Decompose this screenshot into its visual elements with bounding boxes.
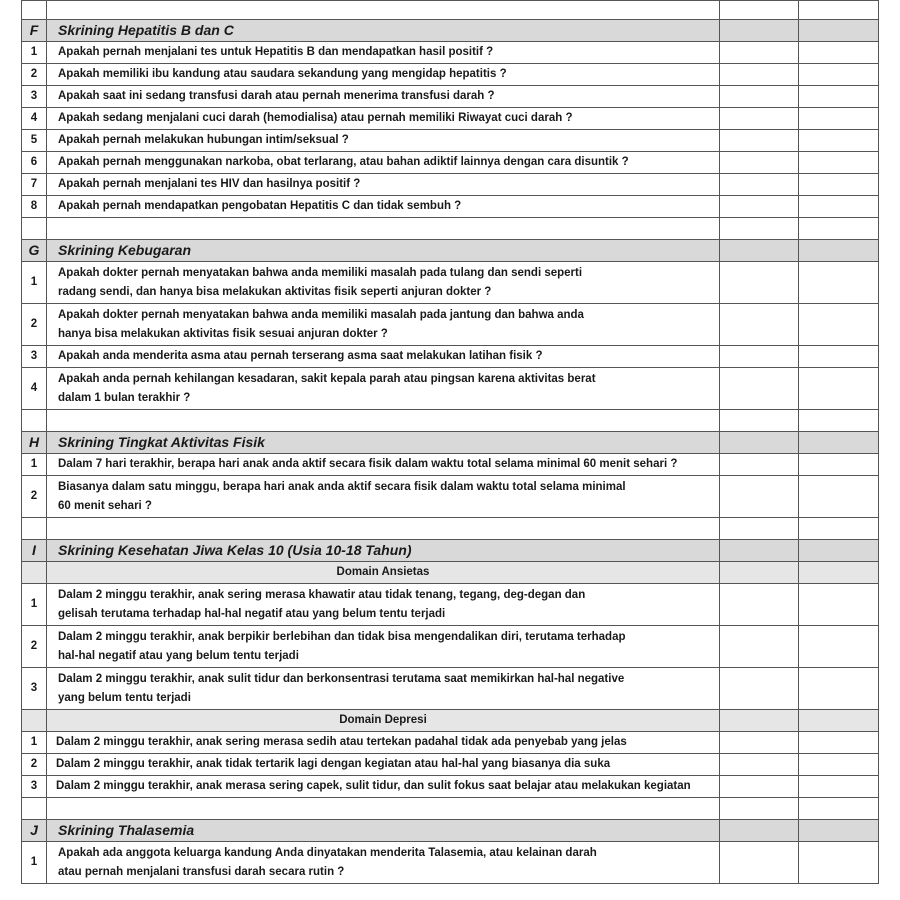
question-text: Dalam 2 minggu terakhir, anak tidak tertarik lagi dengan kegiatan atau hal-hal yang biasanya dia suka <box>47 754 720 776</box>
question-line: Dalam 2 minggu terakhir, anak sering merasa khawatir atau tidak tenang, tegang, deg-degan dan <box>58 588 586 601</box>
question-row <box>22 86 879 108</box>
section-header-f <box>22 20 879 42</box>
section-letter: J <box>22 820 47 842</box>
question-number: 3 <box>22 668 47 710</box>
answer-cell[interactable] <box>799 368 879 410</box>
question-number: 3 <box>22 86 47 108</box>
question-row <box>22 130 879 152</box>
section-title: Skrining Kebugaran <box>47 240 720 262</box>
answer-cell[interactable] <box>720 262 799 304</box>
question-line: Apakah ada anggota keluarga kandung Anda dinyatakan menderita Talasemia, atau kelainan darah <box>58 846 597 859</box>
question-row <box>22 108 879 130</box>
answer-cell[interactable] <box>720 346 799 368</box>
question-row <box>22 454 879 476</box>
question-line: hal-hal negatif atau yang belum tentu terjadi <box>58 649 299 662</box>
answer-cell[interactable] <box>799 42 879 64</box>
question-text: Apakah pernah mendapatkan pengobatan Hepatitis C dan tidak sembuh ? <box>47 196 720 218</box>
question-number: 8 <box>22 196 47 218</box>
domain-header-depression <box>22 710 879 732</box>
answer-cell[interactable] <box>720 108 799 130</box>
question-text: Dalam 2 minggu terakhir, anak sering merasa sedih atau tertekan padahal tidak ada penyebab yang jelas <box>47 732 720 754</box>
top-blank-row <box>22 1 879 20</box>
spacer-row <box>22 518 879 540</box>
answer-cell[interactable] <box>720 454 799 476</box>
question-line: 60 menit sehari ? <box>58 499 152 512</box>
question-row <box>22 368 879 410</box>
answer-cell[interactable] <box>720 476 799 518</box>
domain-title: Domain Ansietas <box>47 562 720 584</box>
answer-cell[interactable] <box>720 626 799 668</box>
domain-header-anxiety <box>22 562 879 584</box>
section-title: Skrining Hepatitis B dan C <box>47 20 720 42</box>
screening-form <box>21 0 878 884</box>
question-row <box>22 64 879 86</box>
question-line: Biasanya dalam satu minggu, berapa hari anak anda aktif secara fisik dalam waktu total selama minimal <box>58 480 626 493</box>
section-letter: H <box>22 432 47 454</box>
answer-cell[interactable] <box>799 626 879 668</box>
question-number: 2 <box>22 64 47 86</box>
answer-cell[interactable] <box>799 174 879 196</box>
answer-cell[interactable] <box>720 1 799 20</box>
answer-cell[interactable] <box>799 754 879 776</box>
question-line: gelisah terutama terhadap hal-hal negatif atau yang belum tentu terjadi <box>58 607 446 620</box>
question-row <box>22 304 879 346</box>
answer-cell[interactable] <box>799 196 879 218</box>
section-header-j <box>22 820 879 842</box>
question-row <box>22 346 879 368</box>
question-row <box>22 196 879 218</box>
answer-cell[interactable] <box>720 196 799 218</box>
answer-cell[interactable] <box>799 130 879 152</box>
answer-cell[interactable] <box>799 1 879 20</box>
question-text: Apakah memiliki ibu kandung atau saudara sekandung yang mengidap hepatitis ? <box>47 64 720 86</box>
question-number: 1 <box>22 732 47 754</box>
question-text <box>47 668 720 710</box>
question-number: 5 <box>22 130 47 152</box>
section-title: Skrining Tingkat Aktivitas Fisik <box>47 432 720 454</box>
question-row <box>22 754 879 776</box>
section-letter: F <box>22 20 47 42</box>
question-row <box>22 626 879 668</box>
answer-cell[interactable] <box>720 842 799 884</box>
answer-cell[interactable] <box>799 262 879 304</box>
answer-cell[interactable] <box>799 152 879 174</box>
question-row <box>22 776 879 798</box>
section-title: Skrining Thalasemia <box>47 820 720 842</box>
question-line: radang sendi, dan hanya bisa melakukan aktivitas fisik seperti anjuran dokter ? <box>58 285 492 298</box>
question-row <box>22 262 879 304</box>
answer-cell[interactable] <box>720 584 799 626</box>
question-text: Apakah pernah menjalani tes HIV dan hasilnya positif ? <box>47 174 720 196</box>
answer-cell[interactable] <box>720 86 799 108</box>
answer-cell[interactable] <box>799 584 879 626</box>
question-row <box>22 476 879 518</box>
question-line: Apakah dokter pernah menyatakan bahwa anda memiliki masalah pada jantung dan bahwa anda <box>58 308 584 321</box>
question-text: Apakah anda menderita asma atau pernah terserang asma saat melakukan latihan fisik ? <box>47 346 720 368</box>
question-text: Apakah sedang menjalani cuci darah (hemodialisa) atau pernah memiliki Riwayat cuci darah ? <box>47 108 720 130</box>
question-line: Apakah anda pernah kehilangan kesadaran, sakit kepala parah atau pingsan karena aktivitas berat <box>58 372 596 385</box>
question-number: 7 <box>22 174 47 196</box>
section-header-h <box>22 432 879 454</box>
question-number: 1 <box>22 842 47 884</box>
question-line: Dalam 2 minggu terakhir, anak berpikir berlebihan dan tidak bisa mengendalikan diri, terutama terhadap <box>58 630 626 643</box>
question-number: 4 <box>22 368 47 410</box>
answer-cell[interactable] <box>799 304 879 346</box>
section-header-i <box>22 540 879 562</box>
question-text: Dalam 7 hari terakhir, berapa hari anak anda aktif secara fisik dalam waktu total selama minimal 60 menit sehari ? <box>47 454 720 476</box>
question-row <box>22 842 879 884</box>
question-number: 3 <box>22 346 47 368</box>
answer-cell[interactable] <box>799 732 879 754</box>
question-number: 3 <box>22 776 47 798</box>
section-letter: G <box>22 240 47 262</box>
spacer-row <box>22 798 879 820</box>
question-row <box>22 732 879 754</box>
answer-cell[interactable] <box>720 368 799 410</box>
question-number: 2 <box>22 304 47 346</box>
answer-cell[interactable] <box>720 174 799 196</box>
answer-cell[interactable] <box>799 86 879 108</box>
answer-cell[interactable] <box>720 42 799 64</box>
question-line: Apakah dokter pernah menyatakan bahwa anda memiliki masalah pada tulang dan sendi seperti <box>58 266 583 279</box>
answer-cell[interactable] <box>799 476 879 518</box>
question-line: hanya bisa melakukan aktivitas fisik sesuai anjuran dokter ? <box>58 327 388 340</box>
spacer-row <box>22 410 879 432</box>
answer-cell[interactable] <box>720 754 799 776</box>
question-number: 2 <box>22 754 47 776</box>
question-number: 1 <box>22 584 47 626</box>
question-text <box>47 626 720 668</box>
screening-table <box>21 0 879 884</box>
question-line: yang belum tentu terjadi <box>58 691 191 704</box>
section-header-g <box>22 240 879 262</box>
question-number: 2 <box>22 626 47 668</box>
question-text: Apakah pernah menggunakan narkoba, obat terlarang, atau bahan adiktif lainnya dengan cara disuntik ? <box>47 152 720 174</box>
question-number: 1 <box>22 454 47 476</box>
answer-cell[interactable] <box>720 668 799 710</box>
question-number: 6 <box>22 152 47 174</box>
question-text: Apakah saat ini sedang transfusi darah atau pernah menerima transfusi darah ? <box>47 86 720 108</box>
domain-title: Domain Depresi <box>47 710 720 732</box>
answer-cell[interactable] <box>720 304 799 346</box>
question-text <box>47 842 720 884</box>
spacer-row <box>22 218 879 240</box>
question-number: 2 <box>22 476 47 518</box>
question-text: Apakah pernah melakukan hubungan intim/seksual ? <box>47 130 720 152</box>
answer-cell[interactable] <box>799 668 879 710</box>
question-row <box>22 668 879 710</box>
question-text <box>47 262 720 304</box>
question-line: Dalam 2 minggu terakhir, anak sulit tidur dan berkonsentrasi terutama saat memikirkan hal-hal negative <box>58 672 625 685</box>
answer-cell[interactable] <box>799 108 879 130</box>
question-line: atau pernah menjalani transfusi darah secara rutin ? <box>58 865 345 878</box>
section-title: Skrining Kesehatan Jiwa Kelas 10 (Usia 10-18 Tahun) <box>47 540 720 562</box>
answer-cell[interactable] <box>720 64 799 86</box>
question-text <box>47 476 720 518</box>
question-number: 4 <box>22 108 47 130</box>
answer-cell[interactable] <box>799 842 879 884</box>
question-text <box>47 584 720 626</box>
answer-cell[interactable] <box>799 64 879 86</box>
question-text <box>47 368 720 410</box>
answer-cell[interactable] <box>720 152 799 174</box>
question-text: Apakah pernah menjalani tes untuk Hepatitis B dan mendapatkan hasil positif ? <box>47 42 720 64</box>
answer-cell[interactable] <box>720 130 799 152</box>
section-letter: I <box>22 540 47 562</box>
question-number: 1 <box>22 262 47 304</box>
answer-cell[interactable] <box>720 732 799 754</box>
question-row <box>22 584 879 626</box>
question-row <box>22 42 879 64</box>
question-text <box>47 304 720 346</box>
answer-cell[interactable] <box>799 346 879 368</box>
question-text: Dalam 2 minggu terakhir, anak merasa sering capek, sulit tidur, dan sulit fokus saat belajar atau melakukan kegiatan <box>47 776 720 798</box>
answer-cell[interactable] <box>799 454 879 476</box>
question-row <box>22 174 879 196</box>
question-line: dalam 1 bulan terakhir ? <box>58 391 191 404</box>
question-number: 1 <box>22 42 47 64</box>
question-row <box>22 152 879 174</box>
answer-cell[interactable] <box>799 776 879 798</box>
answer-cell[interactable] <box>720 776 799 798</box>
